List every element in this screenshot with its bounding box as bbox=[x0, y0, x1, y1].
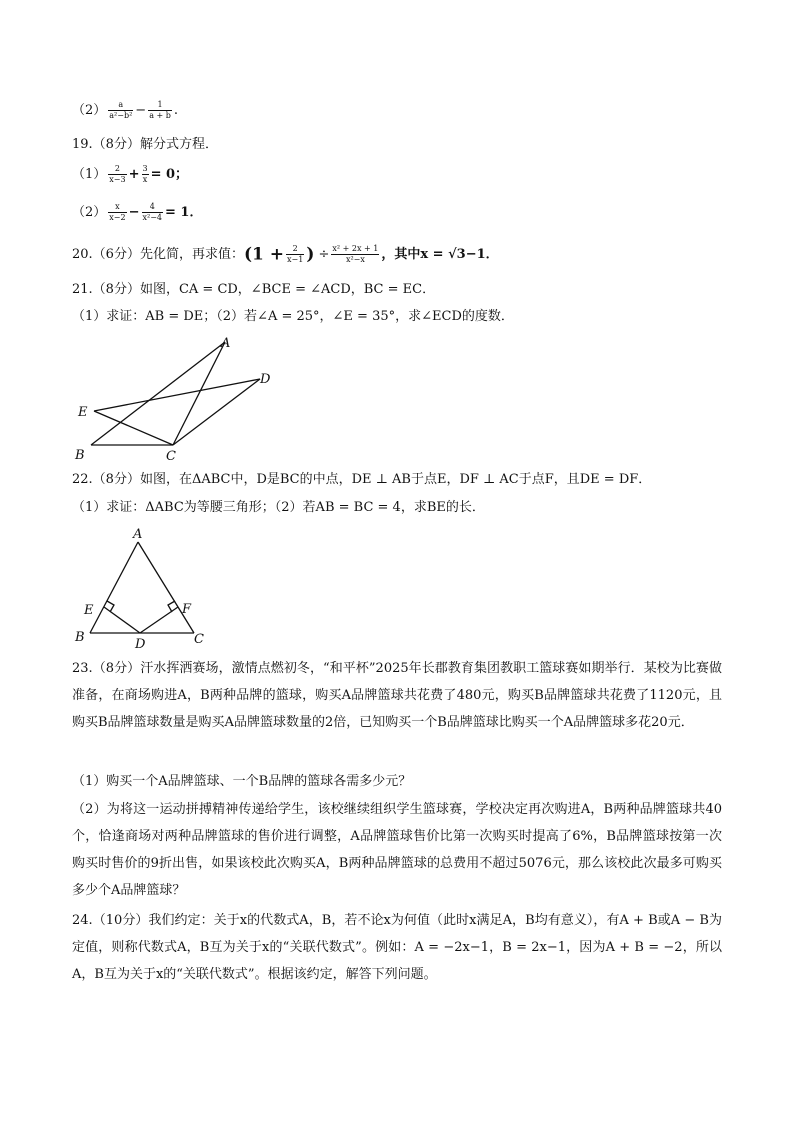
q21-label-B: B bbox=[75, 448, 85, 463]
q22-subquestions: （1）求证：ΔABC为等腰三角形；（2）若AB = BC = 4，求BE的长． bbox=[72, 500, 485, 515]
q22-segment-AB bbox=[90, 542, 138, 633]
q22-segment-DF bbox=[140, 607, 178, 633]
q20: 20.（6分）先化简，再求值：(1 + $\frac{2}{x-1}$ ) ÷ $\frac{\text{x² + 2x + 1}}{\text{x²−x}}$ ，其中x = √3−1． bbox=[72, 244, 499, 265]
q21-label-C: C bbox=[166, 449, 176, 464]
q19-part2: （2） $\frac{x}{x-2}$ − $\frac{4}{\text{x²−4}}$ = 1． bbox=[72, 202, 203, 222]
q23-part1: （1）购买一个A品牌篮球、一个B品牌的篮球各需多少元？ bbox=[72, 774, 412, 789]
q22-figure bbox=[72, 524, 222, 649]
q21-label-D: D bbox=[260, 372, 271, 387]
q21-segment-CD bbox=[173, 379, 260, 445]
q19-p2-fraction-2: $\frac{4}{\text{x²−4}}$ bbox=[142, 202, 163, 222]
q22-label-C: C bbox=[194, 632, 204, 647]
q19-p1-fraction-1: $\frac{2}{x-3}$ bbox=[109, 164, 126, 184]
q22-segment-AC bbox=[138, 542, 194, 633]
q21-label-A: A bbox=[221, 336, 231, 351]
q19-part1: （1） $\frac{2}{x-3}$ + $\frac{3}{x}$ = 0； bbox=[72, 164, 189, 184]
q21-segment-EC bbox=[94, 411, 173, 445]
q19-header: 19.（8分）解分式方程． bbox=[72, 137, 218, 152]
q20-fraction-2: $\frac{\text{x² + 2x + 1}}{\text{x²−x}}$ bbox=[332, 244, 379, 264]
q24-stem: 24.（10分）我们约定：关于x的代数式A，B，若不论x为何值（此时x满足A，B均有意义），有A + B或A − B为定值，则称代数式A，B互为关于x的“关联代数式”。例如：A = −2x−1，B = 2x−1，因为A + B = −2，所以A，B互为关于x的“关联代数式”。根据该约定，解答下列问题。 bbox=[72, 913, 722, 982]
q23-part2: （2）为将这一运动拼搏精神传递给学生，该校继续组织学生篮球赛，学校决定再次购进A，B两种品牌篮球共40个，恰逢商场对两种品牌篮球的售价进行调整，A品牌篮球售价比第一次购买时提高了6%，B品牌篮球按第一次购买时售价的9折出售，如果该校此次购买A，B两种品牌篮球的总费用不超过5076元，那么该校此次最多可购买多少个A品牌篮球？ bbox=[72, 802, 722, 898]
q21-label-E: E bbox=[78, 405, 88, 420]
q22-segment-DE bbox=[104, 607, 140, 633]
q23-stem: 23.（8分）汗水挥洒赛场，激情点燃初冬，“和平杯”2025年长郡教育集团教职工篮球赛如期举行．某校为比赛做准备，在商场购进A，B两种品牌的篮球，购买A品牌篮球共花费了480元，购买B品牌篮球共花费了1120元，且购买B品牌篮球数量是购买A品牌篮球数量的2倍，已知购买一个B品牌篮球比购买一个A品牌篮球多花20元． bbox=[72, 661, 722, 730]
q21-header: 21.（8分）如图，CA = CD，∠BCE = ∠ACD，BC = EC． bbox=[72, 282, 436, 297]
q21-segment-AC bbox=[173, 342, 225, 445]
q21-segment-ED bbox=[94, 379, 260, 411]
q20-fraction-1: $\frac{2}{x-1}$ bbox=[287, 244, 304, 264]
q21-figure bbox=[72, 330, 292, 465]
q21-subquestions: （1）求证：AB = DE；（2）若∠A = 25°，∠E = 35°，求∠ECD的度数． bbox=[72, 309, 514, 324]
q18-part2-label: （2） bbox=[72, 103, 107, 118]
q22-label-E: E bbox=[84, 603, 94, 618]
q19-p1-fraction-2: $\frac{3}{x}$ bbox=[142, 164, 148, 184]
q18-fraction-2: $\frac{1}{a + b}$ bbox=[149, 100, 171, 120]
q19-p2-fraction-1: $\frac{x}{x-2}$ bbox=[109, 202, 126, 222]
q22-label-D: D bbox=[135, 637, 146, 649]
q21-segment-AB bbox=[91, 342, 225, 445]
q22-label-A: A bbox=[133, 527, 143, 542]
q22-label-B: B bbox=[75, 630, 85, 645]
q18-fraction-1: $\frac{a}{\text{a²−b²}}$ bbox=[109, 100, 133, 120]
q22-label-F: F bbox=[182, 602, 192, 617]
q22-header: 22.（8分）如图，在ΔABC中，D是BC的中点，DE ⊥ AB于点E，DF ⊥ AC于点F，且DE = DF． bbox=[72, 472, 652, 487]
q18-part2: （2） $\frac{a}{\text{a²−b²}}$ − $\frac{1}{a + b}$ . bbox=[72, 100, 179, 120]
